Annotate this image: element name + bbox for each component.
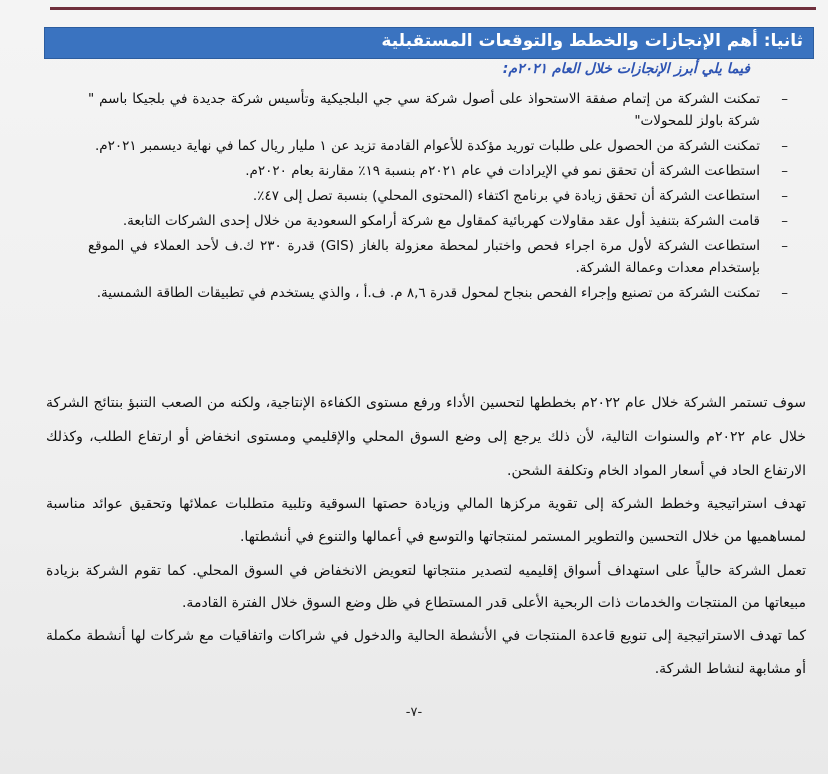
list-item xyxy=(88,185,788,207)
list-item-text: تمكنت الشركة من إتمام صفقة الاستحواذ على أصول شركة سي جي البلجيكية وتأسيس شركة جديدة في بلجيكا باسم " شركة باولز للمحولات" xyxy=(88,91,760,129)
list-item xyxy=(88,88,788,132)
bullet-dash: – xyxy=(781,91,788,107)
strategy-paragraph: تهدف استراتيجية وخطط الشركة إلى تقوية مركزها المالي وزيادة حصتها السوقية وتلبية متطلبات عملائها وتحقيق عوائد مناسبة لمساهميها من خلال التحسين والتطوير المستمر لمنتجاتها والتوسع في أعمالها والتنوع في أنشطتها. xyxy=(46,496,806,545)
bullet-dash: – xyxy=(781,188,788,204)
outlook-paragraph: سوف تستمر الشركة خلال عام ٢٠٢٢م بخططها لتحسين الأداء ورفع مستوى الكفاءة الإنتاجية، ولكنه من الصعب التنبؤ بنتائج الشركة خلال عام ٢٠٢٢م والسنوات التالية، لأن ذلك يرجع إلى وضع السوق المحلي والإقليمي ومستوى انخفاض أو ارتفاع الطلب، وكذلك الارتفاع الحاد في أسعار المواد الخام وتكلفة الشحن. xyxy=(46,395,806,479)
page-number: -٧- xyxy=(405,705,423,720)
diversification-paragraph: كما تهدف الاستراتيجية إلى تنويع قاعدة المنتجات في الأنشطة الحالية والدخول في شراكات واتفاقيات مع شركات لها أنشطة مكملة أو مشابهة لنشاط الشركة. xyxy=(46,628,806,677)
achievements-subtitle: فيما يلي أبرز الإنجازات خلال العام ٢٠٢١م: xyxy=(502,61,750,77)
list-item xyxy=(88,282,788,304)
header-rule xyxy=(50,7,816,10)
bullet-dash: – xyxy=(781,238,788,254)
list-item-text: قامت الشركة بتنفيذ أول عقد مقاولات كهربائية كمقاول مع شركة أرامكو السعودية من خلال إحدى الشركات التابعة. xyxy=(122,213,760,229)
list-item-text: استطاعت الشركة لأول مرة اجراء فحص واختبار لمحطة معزولة بالغاز (GIS) قدرة ٢٣٠ ك.ف لأحد العملاء في الموقع بإستخدام معدات وعمالة الشركة. xyxy=(88,238,761,276)
list-item-text: تمكنت الشركة من تصنيع وإجراء الفحص بنجاح لمحول قدرة ٨,٦ م. ف.أ ، والذي يستخدم في تطبيقات الطاقة الشمسية. xyxy=(96,285,760,301)
bullet-dash: – xyxy=(781,285,788,301)
bullet-dash: – xyxy=(781,213,788,229)
section-title: ثانيا: أهم الإنجازات والخطط والتوقعات المستقبلية xyxy=(381,31,803,51)
list-item xyxy=(88,160,788,182)
achievements-list xyxy=(88,88,788,307)
section-header-banner xyxy=(44,27,814,59)
list-item-text: تمكنت الشركة من الحصول على طلبات توريد مؤكدة للأعوام القادمة تزيد عن ١ مليار ريال كما في نهاية ديسمبر ٢٠٢١م. xyxy=(94,138,760,154)
list-item-text: استطاعت الشركة أن تحقق زيادة في برنامج اكتفاء (المحتوى المحلي) بنسبة تصل إلى ٤٧٪. xyxy=(252,188,760,204)
list-item xyxy=(88,235,788,279)
list-item xyxy=(88,210,788,232)
bullet-dash: – xyxy=(781,163,788,179)
bullet-dash: – xyxy=(781,138,788,154)
list-item xyxy=(88,135,788,157)
export-paragraph: تعمل الشركة حالياً على استهداف أسواق إقليميه لتصدير منتجاتها لتعويض الانخفاض في السوق المحلي. كما تقوم الشركة بزيادة مبيعاتها من المنتجات والخدمات ذات الربحية الأعلى قدر المستطاع في ظل وضع السوق خلال الفترة القادمة. xyxy=(46,563,806,611)
list-item-text: استطاعت الشركة أن تحقق نمو في الإيرادات في عام ٢٠٢١م بنسبة ١٩٪ مقارنة بعام ٢٠٢٠م. xyxy=(245,163,760,179)
